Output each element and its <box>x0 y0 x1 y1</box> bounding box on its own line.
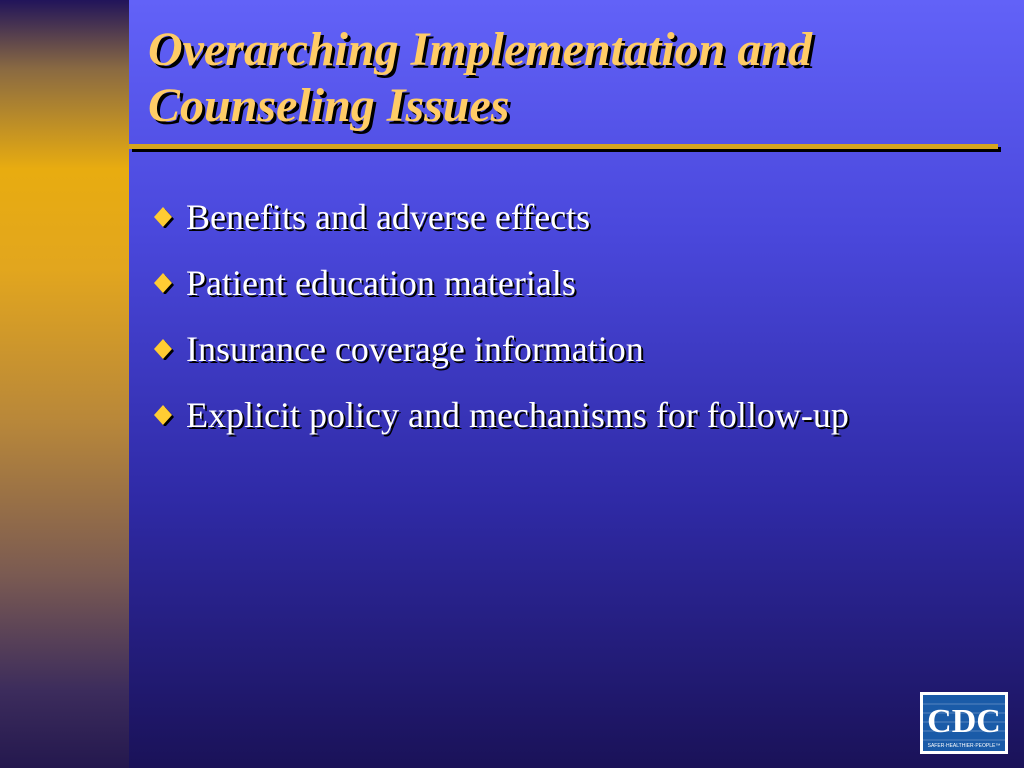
bullet-text: Explicit policy and mechanisms for follow-up <box>186 395 849 435</box>
diamond-bullet-icon <box>152 206 174 228</box>
bullet-text: Benefits and adverse effects <box>186 197 591 237</box>
diamond-bullet-icon <box>152 404 174 426</box>
diamond-bullet-icon <box>152 272 174 294</box>
bullet-item <box>150 256 870 310</box>
diamond-bullet-icon <box>152 338 174 360</box>
bullet-text: Patient education materials <box>186 263 576 303</box>
bullet-item <box>150 322 870 376</box>
cdc-logo-icon <box>920 692 1008 754</box>
bullet-text: Insurance coverage information <box>186 329 644 369</box>
logo-tagline: SAFER·HEALTHIER·PEOPLE™ <box>927 743 1001 749</box>
bullet-item <box>150 190 870 244</box>
side-gradient-bar <box>0 0 129 768</box>
logo-text: CDC <box>927 703 1001 740</box>
title-line-1: Overarching Implementation and <box>148 23 813 76</box>
slide-title <box>148 22 1008 134</box>
title-line-2: Counseling Issues <box>148 79 510 132</box>
bullet-item <box>150 388 870 442</box>
bullet-list <box>150 190 870 454</box>
title-underline-rule <box>129 144 998 149</box>
